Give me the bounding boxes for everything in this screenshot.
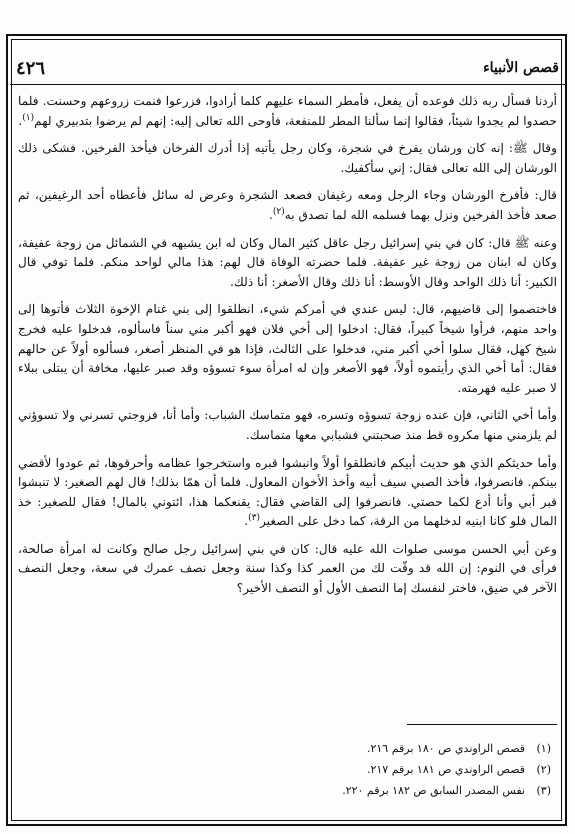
- footnote-text: قصص الراوندي ص ١٨١ برقم ٢١٧.: [366, 763, 525, 776]
- footnote-ref-3: (٣): [248, 513, 260, 524]
- paragraph-text: أردنا فسأل ربه ذلك فوعده أن يفعل، فأمطر السماء عليهم كلما أرادوا، فزرعوا فنمت زروعهم وحسنت. فلما حصدوا لم يجدوا شيئاً، فقالوا إنما سألنا المطر للمنفعة، فأوحى الله تعالى إليه: إنهم لم يرضوا بتدبيري لهم: [18, 94, 557, 128]
- paragraph-verdict: [18, 454, 557, 532]
- footnote-2: [18, 759, 551, 780]
- paragraph-dove-story: [18, 139, 557, 178]
- paragraph-text: وأما حديثكم الذي هو حديث أبيكم فانطلقوا أولاً وانبشوا قبره واستخرجوا عظامه وأحرقوها، ثم عودوا لأقضي بينكم. فانصرفوا، فأخذ الصبي سيف أبيه وأخذ الأخوان المعاول. فلما أن همّا بذلك! قال لهم الصغير: لا تنبشوا قبر أبي وأنا أدع لكما حصتي. فانصرفوا إلى القاضي فقال: يقنعكما هذا، ائتوني بالمال! فقال للصغير: خذ المال فلو كانا ابنيه لدخلهما من الرقة، كما دخل على الصغير: [18, 455, 557, 529]
- paragraph-judge: [18, 300, 557, 398]
- paragraph-text: وأما أخي الثاني، فإن عنده زوجة تسوؤه وتسره، فهو متماسك الشباب: وأما أنا، فزوجتي تسرني ولا تسوؤني لم يلزمني منها مكروه قط منذ صحبتني فشبابي معها متماسك.: [18, 408, 557, 442]
- paragraph-righteous-man: [18, 540, 557, 599]
- header-divider: [10, 84, 565, 85]
- paragraph-second-brother: [18, 406, 557, 445]
- paragraph-text: وقال ﷺ: إنه كان ورشان يفرخ في شجرة، وكان رجل يأتيه إذا أدرك الفرخان فيأخذ الفرخين. فشكى ذلك الورشان إلى الله تعالى فقال: إني سأكفيك.: [18, 141, 557, 175]
- paragraph-end: .: [244, 514, 249, 529]
- paragraph-text: قال: فأفرخ الورشان وجاء الرجل ومعه رغيفان فصعد الشجرة وعرض له سائل فأعطاه أحد الرغيفين، ثم صعد فأخذ الفرخين ونزل بهما فسلمه الله لما تصدق به: [18, 188, 557, 222]
- footnote-number: (١): [536, 742, 551, 755]
- paragraph-text: وعنه ﷺ قال: كان في بني إسرائيل رجل عاقل كثير المال وكان له ابن يشبهه في الشمائل من زوجة عفيفة، وكان له ابنان من زوجة غير عفيفة. فلما حضرته الوفاة قال لهم: هذا مالي لواحد منكم. فلما توفي قال الكبير: أنا ذلك الواحد وقال الأوسط: أنا ذلك وقال الأصغر: أنا ذلك.: [18, 235, 557, 289]
- footnote-divider: [407, 724, 557, 725]
- paragraph-three-sons: [18, 234, 557, 293]
- paragraph-rain-story: [18, 92, 557, 131]
- running-header: [16, 58, 559, 82]
- footnote-number: (٢): [536, 763, 551, 776]
- footnote-ref-1: (١): [22, 112, 35, 123]
- paragraph-end: .: [268, 207, 273, 222]
- book-title: قصص الأنبياء: [483, 60, 559, 76]
- footnote-text: نفس المصدر السابق ص ١٨٢ برقم ٢٢٠.: [342, 784, 525, 797]
- paragraph-dove-continued: [18, 186, 557, 225]
- page-number: ٤٢٦: [16, 58, 46, 79]
- footnote-ref-2: (٢): [272, 206, 285, 217]
- footnotes: [18, 738, 551, 801]
- footnote-text: قصص الراوندي ص ١٨٠ برقم ٢١٦.: [366, 742, 525, 755]
- main-text: [18, 92, 557, 607]
- footnote-number: (٣): [536, 784, 551, 797]
- footnote-1: [18, 738, 551, 759]
- paragraph-end: .: [18, 113, 23, 128]
- footnote-3: [18, 780, 551, 801]
- paragraph-text: وعن أبي الحسن موسى صلوات الله عليه قال: كان في بني إسرائيل رجل صالح وكانت له امرأة صالحة، فرأى في النوم: إن الله قد وقّت لك من العمر كذا وكذا سنة وجعل نصف عمرك في سعة، وجعل النصف الآخر في ضيق، فاختر لنفسك إما النصف الأول أو النصف الأخير؟: [18, 541, 557, 596]
- paragraph-text: فاختصموا إلى قاضيهم، قال: ليس عندي في أمركم شيء، انطلقوا إلى بني غنام الإخوة الثلاث فأتوها إلى واحد منهم، فرأوا شيخاً كبيراً، فقال: ادخلوا إلى أخي فلان فهو أكبر مني سناً فاسألوه، فدخلوا عليه فخرج شيخ كهل، فقال سلوا أخي أكبر مني، فدخلوا على الثالث، فإذا هو في المنظر أصغر، فسألوه أولاً عن حالهم فقال: أما أخي الذي رأيتموه أولاً، فهو الأصغر وإن له امرأة سوء تسوؤه وقد صبر عليها، مخافة أن يبتلى ببلاء لا صبر عليه فهرمته.: [18, 302, 557, 395]
